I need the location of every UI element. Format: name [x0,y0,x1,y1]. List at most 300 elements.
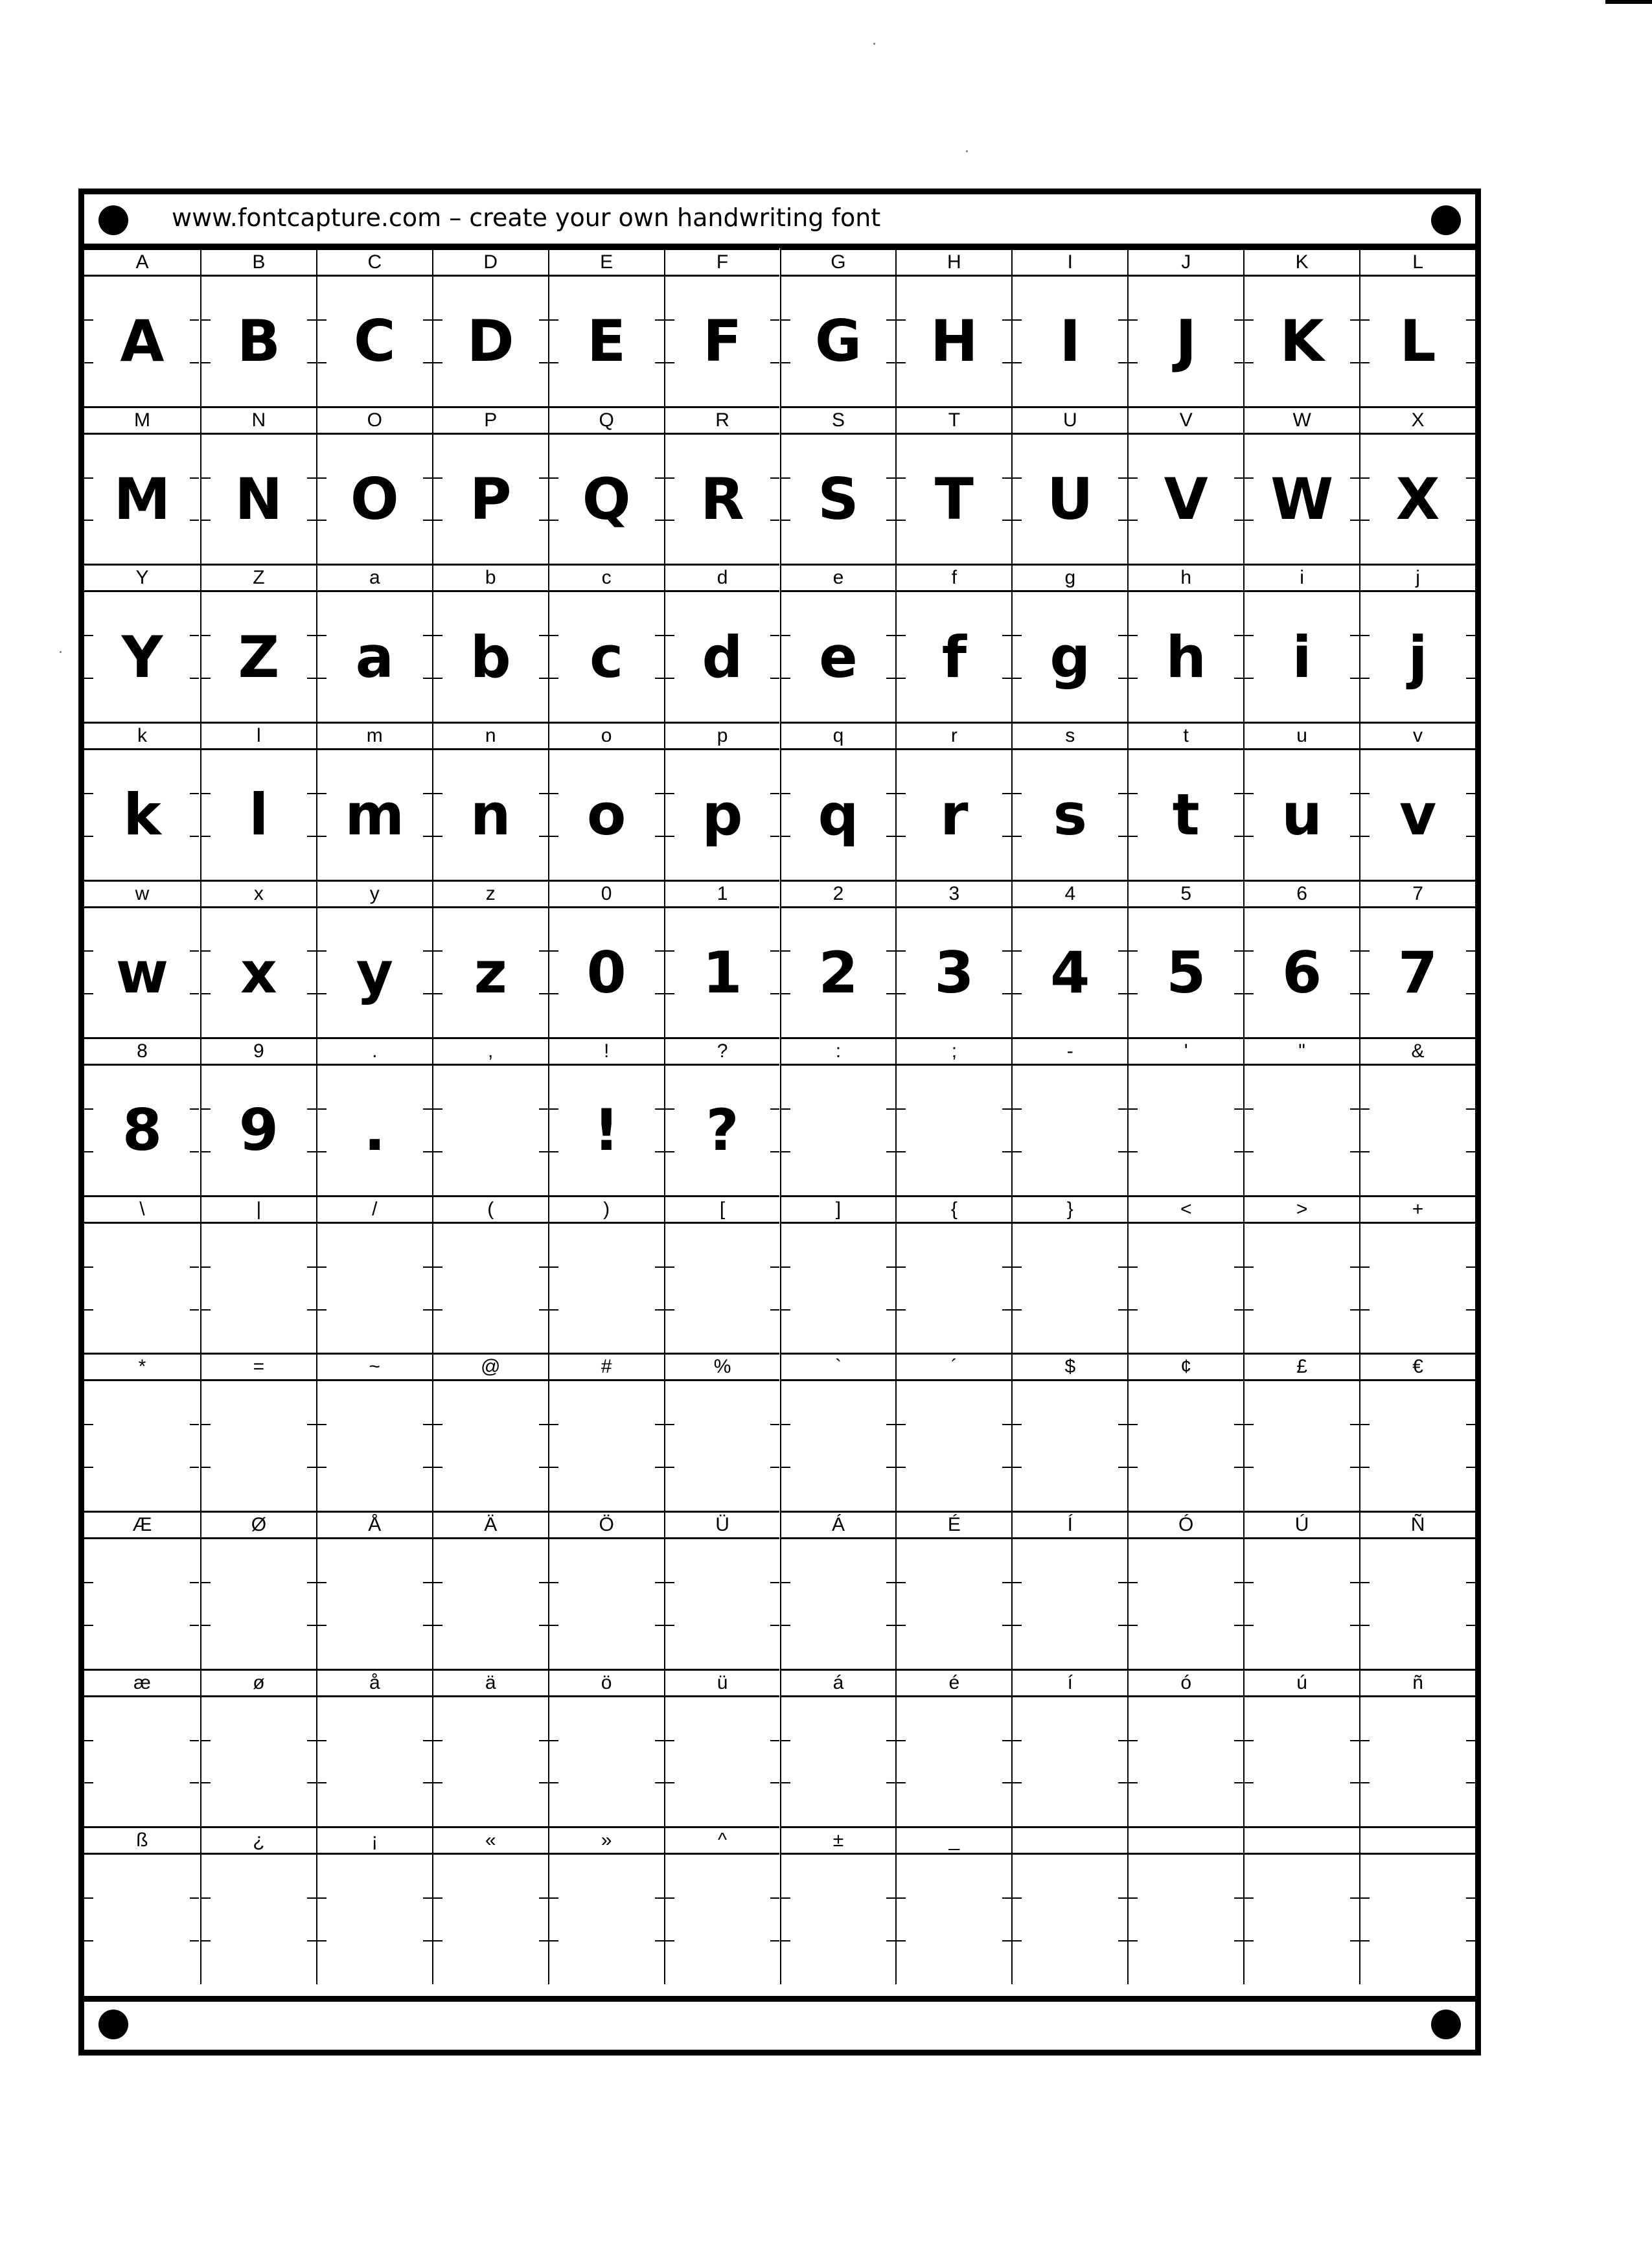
character-cell [780,1353,896,1511]
alignment-tick [307,477,316,479]
cell-label: l [201,722,316,750]
cell-label: € [1360,1353,1475,1381]
alignment-tick [307,1740,316,1741]
alignment-tick [84,1424,93,1425]
font-template-sheet [78,189,1481,2056]
alignment-tick [770,1625,779,1626]
handwritten-glyph: d [702,623,743,691]
cell-label: L [1360,248,1475,277]
cell-label: & [1360,1037,1475,1066]
alignment-tick [1466,1309,1475,1311]
character-cell [1127,1353,1243,1511]
alignment-tick [655,319,664,321]
character-cell [1127,880,1243,1038]
alignment-tick [1118,1424,1127,1425]
cell-label [1360,1826,1475,1855]
scan-speck [966,150,968,152]
grid-row [84,722,1475,880]
alignment-tick [433,1897,442,1899]
alignment-tick [317,1424,327,1425]
alignment-tick [665,993,674,994]
alignment-tick [433,1424,442,1425]
cell-label: o [549,722,664,750]
alignment-tick [1245,1897,1254,1899]
alignment-tick [665,950,674,952]
alignment-tick [549,993,558,994]
alignment-tick [897,993,906,994]
alignment-tick [1245,1266,1254,1268]
character-cell [1127,1037,1243,1195]
character-cell [780,248,896,406]
alignment-tick [190,520,199,521]
character-cell [432,1669,548,1827]
cell-label: ø [201,1669,316,1697]
handwritten-glyph: n [470,781,511,849]
alignment-tick [433,793,442,794]
alignment-tick [886,678,895,679]
character-cell [664,1037,780,1195]
alignment-tick [539,319,548,321]
alignment-tick [655,1897,664,1899]
alignment-tick [1350,362,1359,363]
alignment-tick [897,1467,906,1468]
alignment-tick [307,678,316,679]
alignment-tick [1245,520,1254,521]
alignment-tick [1245,993,1254,994]
alignment-tick [1350,793,1359,794]
cell-label: = [201,1353,316,1381]
cell-label: " [1245,1037,1359,1066]
handwritten-glyph: 6 [1281,939,1322,1006]
alignment-tick [770,477,779,479]
alignment-tick [665,678,674,679]
cell-label: ü [665,1669,780,1697]
cell-label: { [897,1195,1011,1224]
character-cell [664,1195,780,1353]
alignment-tick [423,362,432,363]
alignment-tick [190,1467,199,1468]
scan-speck [873,43,875,45]
cell-label: ú [1245,1669,1359,1697]
character-cell [84,1037,200,1195]
alignment-tick [1466,635,1475,636]
alignment-tick [781,950,790,952]
handwritten-glyph: k [123,781,161,849]
character-cell [200,1195,316,1353]
handwritten-glyph: l [249,781,269,849]
handwritten-glyph: c [590,623,624,691]
character-cell [1011,248,1127,406]
character-cell [548,1511,664,1669]
handwritten-glyph [1360,1855,1475,1984]
alignment-tick [317,1897,327,1899]
handwritten-glyph [781,1539,896,1669]
alignment-tick [1118,520,1127,521]
alignment-tick [1013,1897,1022,1899]
alignment-tick [1234,1467,1243,1468]
character-cell [895,1826,1011,1984]
handwritten-glyph: R [700,465,744,533]
alignment-tick [1013,1151,1022,1152]
alignment-tick [190,1108,199,1110]
alignment-tick [770,1151,779,1152]
cell-label: ¢ [1129,1353,1243,1381]
alignment-tick [897,1266,906,1268]
handwritten-glyph: E [587,308,626,375]
alignment-tick [655,1582,664,1583]
handwritten-glyph [1360,1697,1475,1827]
cell-label: P [433,406,548,435]
handwritten-glyph: G [814,308,862,375]
alignment-tick [1245,477,1254,479]
cell-label: M [84,406,200,435]
cell-label: : [781,1037,896,1066]
alignment-tick [897,1424,906,1425]
alignment-tick [781,477,790,479]
alignment-tick [1466,1782,1475,1783]
alignment-tick [655,1424,664,1425]
alignment-tick [886,836,895,837]
alignment-tick [201,477,211,479]
alignment-tick [781,836,790,837]
alignment-tick [307,1782,316,1783]
alignment-tick [655,1467,664,1468]
alignment-tick [781,1309,790,1311]
alignment-tick [1013,1309,1022,1311]
registration-mark-top-left [98,205,128,235]
cell-label: k [84,722,200,750]
cell-label: , [433,1037,548,1066]
cell-label: a [317,564,432,592]
character-cell [664,1511,780,1669]
alignment-tick [307,1309,316,1311]
alignment-tick [1245,1582,1254,1583]
handwritten-glyph [897,1855,1011,1984]
handwritten-glyph [897,1539,1011,1669]
character-cell [1359,722,1475,880]
alignment-tick [1350,1467,1359,1468]
character-cell [1243,1826,1359,1984]
alignment-tick [1002,793,1011,794]
alignment-tick [1002,1940,1011,1942]
handwritten-glyph: 7 [1397,939,1438,1006]
character-cell [664,880,780,1038]
alignment-tick [770,1424,779,1425]
handwritten-glyph [1245,1855,1359,1984]
cell-label: \ [84,1195,200,1224]
handwritten-glyph [665,1697,780,1827]
alignment-tick [1129,678,1138,679]
grid-row [84,406,1475,564]
alignment-tick [549,1424,558,1425]
handwritten-glyph: q [818,781,859,849]
character-cell [1127,564,1243,722]
character-cell [432,1195,548,1353]
cell-label: > [1245,1195,1359,1224]
handwritten-glyph [84,1697,200,1827]
character-grid [84,248,1475,1984]
alignment-tick [423,1740,432,1741]
alignment-tick [770,1108,779,1110]
alignment-tick [1234,1782,1243,1783]
cell-label: e [781,564,896,592]
handwritten-glyph: 0 [586,939,626,1006]
cell-label: X [1360,406,1475,435]
alignment-tick [1245,1424,1254,1425]
character-cell [1127,406,1243,564]
alignment-tick [190,1897,199,1899]
alignment-tick [201,1740,211,1741]
alignment-tick [1129,1151,1138,1152]
handwritten-glyph: ! [593,1097,620,1164]
alignment-tick [1129,635,1138,636]
alignment-tick [549,1782,558,1783]
alignment-tick [1234,635,1243,636]
alignment-tick [201,362,211,363]
alignment-tick [665,319,674,321]
alignment-tick [1129,1467,1138,1468]
alignment-tick [190,836,199,837]
alignment-tick [317,950,327,952]
handwritten-glyph: A [120,308,165,375]
alignment-tick [539,1151,548,1152]
cell-label: 7 [1360,880,1475,908]
alignment-tick [665,1467,674,1468]
character-cell [780,406,896,564]
alignment-tick [433,635,442,636]
handwritten-glyph: L [1399,308,1436,375]
cell-label: x [201,880,316,908]
grid-row [84,880,1475,1038]
alignment-tick [655,1782,664,1783]
alignment-tick [201,950,211,952]
alignment-tick [770,362,779,363]
alignment-tick [433,1625,442,1626]
alignment-tick [1466,793,1475,794]
cell-label: q [781,722,896,750]
alignment-tick [1002,950,1011,952]
alignment-tick [307,1108,316,1110]
handwritten-glyph: m [345,781,405,849]
alignment-tick [433,836,442,837]
handwritten-glyph: o [586,781,626,849]
handwritten-glyph [1360,1224,1475,1353]
alignment-tick [1350,1108,1359,1110]
cell-label: ä [433,1669,548,1697]
alignment-tick [770,1467,779,1468]
alignment-tick [317,1782,327,1783]
alignment-tick [1466,1151,1475,1152]
handwritten-glyph: D [466,308,514,375]
alignment-tick [1360,1309,1370,1311]
alignment-tick [665,1151,674,1152]
cell-label: W [1245,406,1359,435]
alignment-tick [1234,836,1243,837]
handwritten-glyph [433,1697,548,1827]
alignment-tick [1129,1424,1138,1425]
alignment-tick [655,1940,664,1942]
handwritten-glyph: t [1172,781,1200,849]
alignment-tick [1350,1582,1359,1583]
handwritten-glyph [1013,1066,1127,1195]
character-cell [200,1511,316,1669]
character-cell [664,722,780,880]
alignment-tick [1002,1266,1011,1268]
alignment-tick [307,793,316,794]
alignment-tick [423,993,432,994]
alignment-tick [1360,1897,1370,1899]
alignment-tick [1002,477,1011,479]
character-cell [316,406,432,564]
alignment-tick [307,950,316,952]
handwritten-glyph [1245,1381,1359,1511]
alignment-tick [655,836,664,837]
alignment-tick [781,1625,790,1626]
handwritten-glyph [781,1224,896,1353]
character-cell [1243,406,1359,564]
cell-label: 6 [1245,880,1359,908]
handwritten-glyph [317,1539,432,1669]
alignment-tick [317,793,327,794]
alignment-tick [201,1782,211,1783]
alignment-tick [770,635,779,636]
cell-label: ? [665,1037,780,1066]
alignment-tick [1350,1897,1359,1899]
grid-row [84,564,1475,722]
handwritten-glyph [1245,1066,1359,1195]
alignment-tick [897,1151,906,1152]
alignment-tick [1350,1940,1359,1942]
alignment-tick [655,1108,664,1110]
handwritten-glyph [1129,1539,1243,1669]
alignment-tick [1118,1151,1127,1152]
alignment-tick [549,1940,558,1942]
alignment-tick [665,793,674,794]
alignment-tick [1360,1467,1370,1468]
alignment-tick [886,1740,895,1741]
character-cell [780,880,896,1038]
alignment-tick [423,1108,432,1110]
alignment-tick [190,993,199,994]
alignment-tick [549,1740,558,1741]
handwritten-glyph [1360,1539,1475,1669]
alignment-tick [1466,1940,1475,1942]
handwritten-glyph [781,1066,896,1195]
alignment-tick [770,678,779,679]
handwritten-glyph: v [1399,781,1437,849]
alignment-tick [1118,1782,1127,1783]
character-cell [1359,1353,1475,1511]
handwritten-glyph [549,1224,664,1353]
handwritten-glyph [781,1381,896,1511]
alignment-tick [317,993,327,994]
alignment-tick [549,635,558,636]
alignment-tick [1360,1940,1370,1942]
alignment-tick [886,1309,895,1311]
cell-label: é [897,1669,1011,1697]
alignment-tick [655,1625,664,1626]
alignment-tick [433,1740,442,1741]
cell-label: F [665,248,780,277]
character-cell [895,1195,1011,1353]
character-cell [780,1826,896,1984]
alignment-tick [84,1151,93,1152]
cell-label: Á [781,1511,896,1539]
alignment-tick [1245,793,1254,794]
alignment-tick [655,1309,664,1311]
alignment-tick [897,319,906,321]
character-cell [432,722,548,880]
alignment-tick [307,1424,316,1425]
alignment-tick [1245,1625,1254,1626]
character-cell [432,1037,548,1195]
handwritten-glyph [1013,1855,1127,1984]
alignment-tick [770,1582,779,1583]
alignment-tick [1118,836,1127,837]
cell-label: Ö [549,1511,664,1539]
alignment-tick [1466,678,1475,679]
alignment-tick [1245,1467,1254,1468]
cell-label [1013,1826,1127,1855]
alignment-tick [1013,477,1022,479]
cell-label: - [1013,1037,1127,1066]
cell-label: R [665,406,780,435]
character-cell [200,1826,316,1984]
alignment-tick [539,1782,548,1783]
alignment-tick [665,1266,674,1268]
handwritten-glyph [84,1224,200,1353]
alignment-tick [1002,1467,1011,1468]
handwritten-glyph [781,1855,896,1984]
cell-label: c [549,564,664,592]
alignment-tick [1234,1582,1243,1583]
character-cell [84,564,200,722]
character-cell [1127,722,1243,880]
alignment-tick [897,836,906,837]
alignment-tick [1002,1424,1011,1425]
character-cell [1243,1669,1359,1827]
cell-label: C [317,248,432,277]
alignment-tick [1360,520,1370,521]
character-cell [664,248,780,406]
alignment-tick [84,1897,93,1899]
alignment-tick [539,1108,548,1110]
handwritten-glyph [781,1697,896,1827]
character-cell [1011,1195,1127,1353]
cell-label: g [1013,564,1127,592]
character-cell [1243,1511,1359,1669]
cell-label: z [433,880,548,908]
alignment-tick [1234,1740,1243,1741]
cell-label: Ñ [1360,1511,1475,1539]
alignment-tick [539,950,548,952]
handwritten-glyph: f [941,623,967,691]
alignment-tick [307,1582,316,1583]
alignment-tick [665,1582,674,1583]
alignment-tick [433,678,442,679]
alignment-tick [84,1625,93,1626]
cell-label: á [781,1669,896,1697]
alignment-tick [307,1897,316,1899]
handwritten-glyph [1245,1224,1359,1353]
alignment-tick [886,319,895,321]
cell-label: # [549,1353,664,1381]
cell-label: n [433,722,548,750]
alignment-tick [1245,950,1254,952]
alignment-tick [1002,1108,1011,1110]
handwritten-glyph [317,1855,432,1984]
alignment-tick [1002,1309,1011,1311]
